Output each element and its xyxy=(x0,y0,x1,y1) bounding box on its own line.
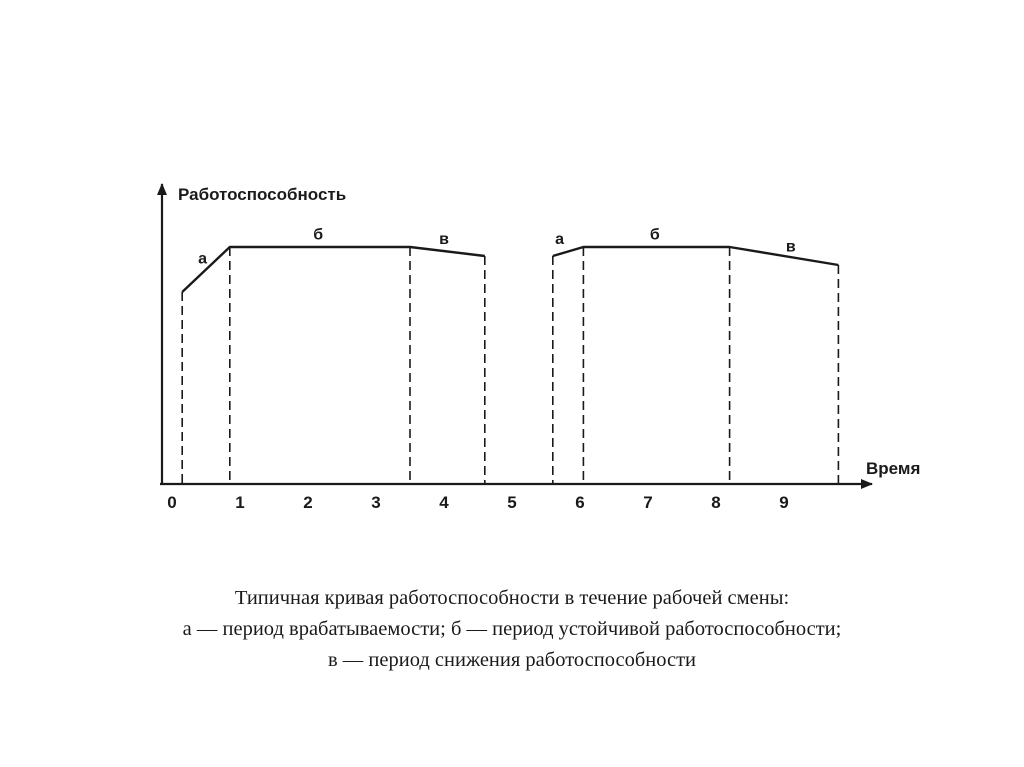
x-tick-label-9: 9 xyxy=(779,493,789,512)
x-axis-label: Время xyxy=(866,459,921,478)
x-tick-label-0: 0 xyxy=(167,493,177,512)
segment-label-0: а xyxy=(198,250,208,268)
caption-line-periods: а — период врабатываемости; б — период устойчивой работоспособности; xyxy=(182,618,842,640)
x-tick-label-1: 1 xyxy=(235,493,245,512)
x-tick-label-7: 7 xyxy=(643,493,653,512)
segment-label-3: а xyxy=(555,231,565,248)
segment-label-5: в xyxy=(785,238,796,256)
x-tick-label-4: 4 xyxy=(439,493,449,512)
segment-label-4: б xyxy=(649,226,660,244)
segment-label-2: в xyxy=(439,231,449,248)
y-axis-label: Работоспособность xyxy=(178,185,347,204)
x-tick-label-8: 8 xyxy=(711,493,721,512)
curve-line-1 xyxy=(182,247,485,292)
x-tick-label-3: 3 xyxy=(371,493,381,512)
period-markers xyxy=(182,247,838,484)
segment-label-1: б xyxy=(313,226,324,244)
caption-line-decline: в — период снижения работоспособности xyxy=(327,649,697,671)
series-layer xyxy=(182,247,838,292)
figure-caption xyxy=(62,583,962,676)
caption-line-title: Типичная кривая работоспособности в течение рабочей смены: xyxy=(234,587,790,609)
x-tick-label-6: 6 xyxy=(575,493,585,512)
x-tick-label-2: 2 xyxy=(303,493,313,512)
x-tick-label-5: 5 xyxy=(507,493,517,512)
x-tick-labels xyxy=(167,493,788,512)
